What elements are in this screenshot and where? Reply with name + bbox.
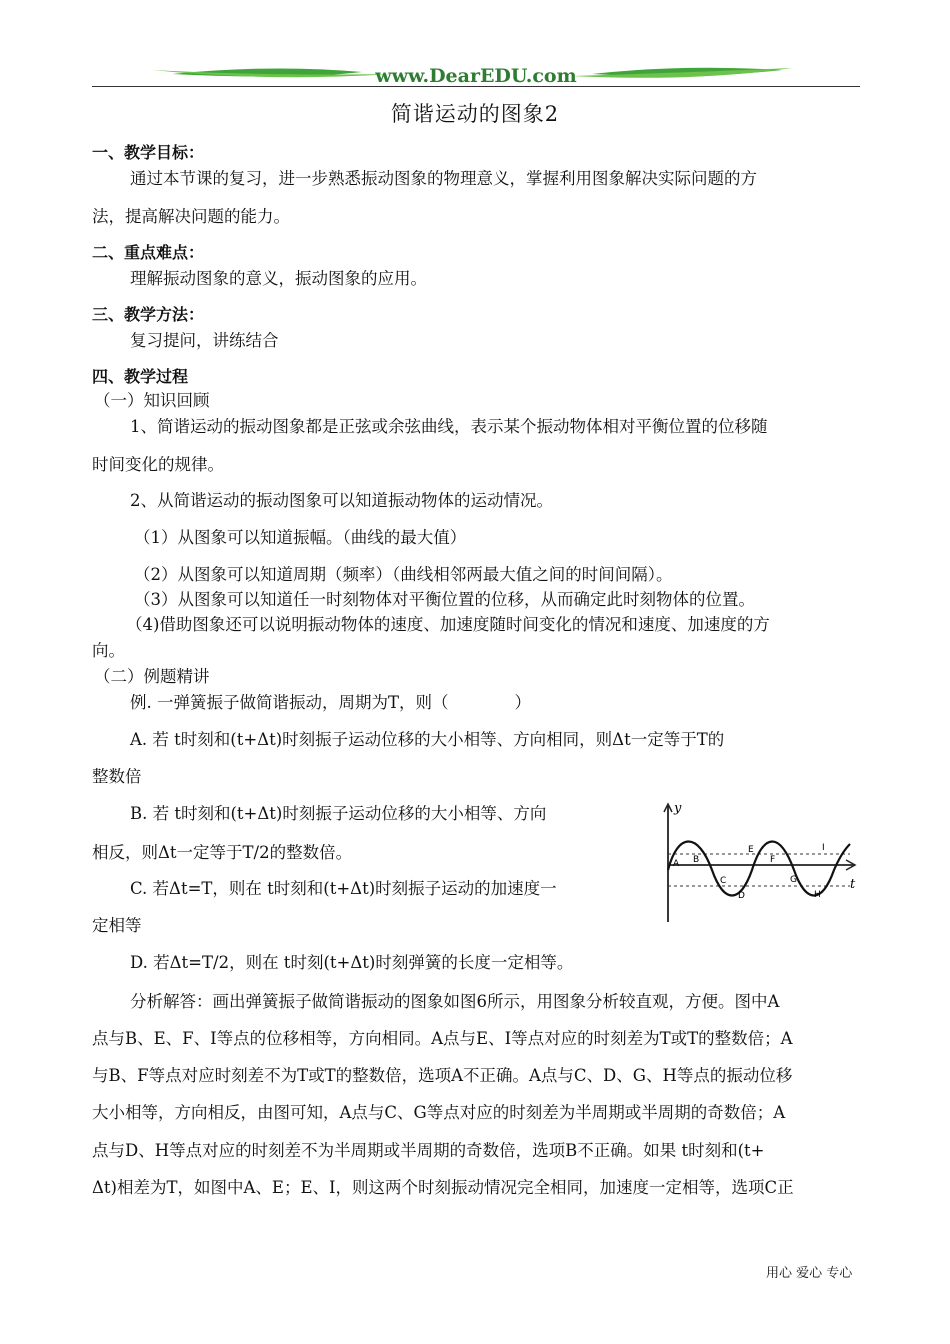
section-heading-objectives: 一、教学目标： [92, 143, 205, 162]
vibration-graph-figure [660, 800, 864, 926]
option-d: D. 若Δt=T/2，则在 t时刻(t+Δt)时刻弹簧的长度一定相等。 [130, 953, 574, 972]
analysis-line5: 点与D、H等点对应的时刻差不为半周期或半周期的奇数倍，选项B不正确。如果 t时刻和(t+ [92, 1141, 765, 1160]
section-heading-key-points: 二、重点难点： [92, 243, 205, 262]
vibration-graph [660, 800, 864, 926]
section-heading-methods: 三、教学方法： [92, 305, 205, 324]
review-point1-line2: 时间变化的规律。 [92, 455, 224, 474]
point-label-f: F [770, 855, 776, 865]
point-label-i: I [822, 843, 825, 853]
option-a-line1: A. 若 t时刻和(t+Δt)时刻振子运动位移的大小相等、方向相同，则Δt一定等于T的 [130, 730, 725, 749]
point-label-a: A [673, 859, 680, 869]
analysis-line3: 与B、F等点对应时刻差不为T或T的整数倍，选项A不正确。A点与C、D、G、H等点的振动位移 [92, 1066, 793, 1085]
analysis-line6: Δt)相差为T，如图中A、E；E、I，则这两个时刻振动情况完全相同，加速度一定相等，选项C正 [92, 1178, 794, 1197]
key-points-text: 理解振动图象的意义，振动图象的应用。 [130, 269, 427, 288]
review-point1-line1: 1、简谐运动的振动图象都是正弦或余弦曲线，表示某个振动物体相对平衡位置的位移随 [130, 417, 768, 436]
point-label-e: E [748, 845, 754, 855]
analysis-line1: 分析解答：画出弹簧振子做简谐振动的图象如图6所示，用图象分析较直观，方便。图中A [130, 992, 780, 1011]
option-b-line2: 相反，则Δt一定等于T/2的整数倍。 [92, 843, 353, 862]
point-label-d: D [738, 891, 745, 901]
option-b-line1: B. 若 t时刻和(t+Δt)时刻振子运动位移的大小相等、方向 [130, 804, 547, 823]
t-axis-label: t [850, 877, 856, 892]
point-label-c: C [720, 876, 727, 886]
review-item4-line1: （4)借助图象还可以说明振动物体的速度、加速度随时间变化的情况和速度、加速度的方 [126, 615, 770, 634]
section-heading-process: 四、教学过程 [92, 367, 189, 386]
analysis-line4: 大小相等，方向相反，由图可知，A点与C、G等点对应的时刻差为半周期或半周期的奇数倍；A [92, 1103, 786, 1122]
point-label-g: G [790, 875, 797, 885]
option-c-line2: 定相等 [92, 916, 142, 935]
point-label-b: B [693, 855, 700, 865]
option-c-line1: C. 若Δt=T，则在 t时刻和(t+Δt)时刻振子运动的加速度一 [130, 879, 557, 898]
subsection-review-heading: （一）知识回顾 [94, 391, 210, 410]
subsection-example-heading: （二）例题精讲 [94, 667, 210, 686]
review-item2: （2）从图象可以知道周期（频率）（曲线相邻两最大值之间的时间间隔）。 [134, 565, 673, 584]
review-item3: （3）从图象可以知道任一时刻物体对平衡位置的位移，从而确定此时刻物体的位置。 [134, 590, 755, 609]
objectives-text-line2: 法，提高解决问题的能力。 [92, 207, 290, 226]
point-label-h: H [814, 890, 821, 900]
review-point2: 2、从简谐运动的振动图象可以知道振动物体的运动情况。 [130, 491, 553, 510]
site-logo-text: www.DearEDU.com [375, 65, 577, 87]
objectives-text-line1: 通过本节课的复习，进一步熟悉振动图象的物理意义，掌握利用图象解决实际问题的方 [130, 169, 757, 188]
y-axis-label: y [674, 801, 682, 816]
header-rule [92, 86, 860, 87]
page-title: 简谐运动的图象2 [390, 102, 560, 126]
option-a-line2: 整数倍 [92, 767, 142, 786]
methods-text: 复习提问，讲练结合 [130, 331, 279, 350]
review-item4-line2: 向。 [92, 641, 125, 660]
example-stem: 例. 一弹簧振子做简谐振动，周期为T，则（ ） [130, 693, 531, 712]
page-footer: 用心 爱心 专心 [766, 1266, 853, 1281]
analysis-line2: 点与B、E、F、I等点的位移相等，方向相同。A点与E、I等点对应的时刻差为T或T的整数倍；A [92, 1029, 793, 1048]
review-item1: （1）从图象可以知道振幅。（曲线的最大值） [134, 528, 467, 547]
